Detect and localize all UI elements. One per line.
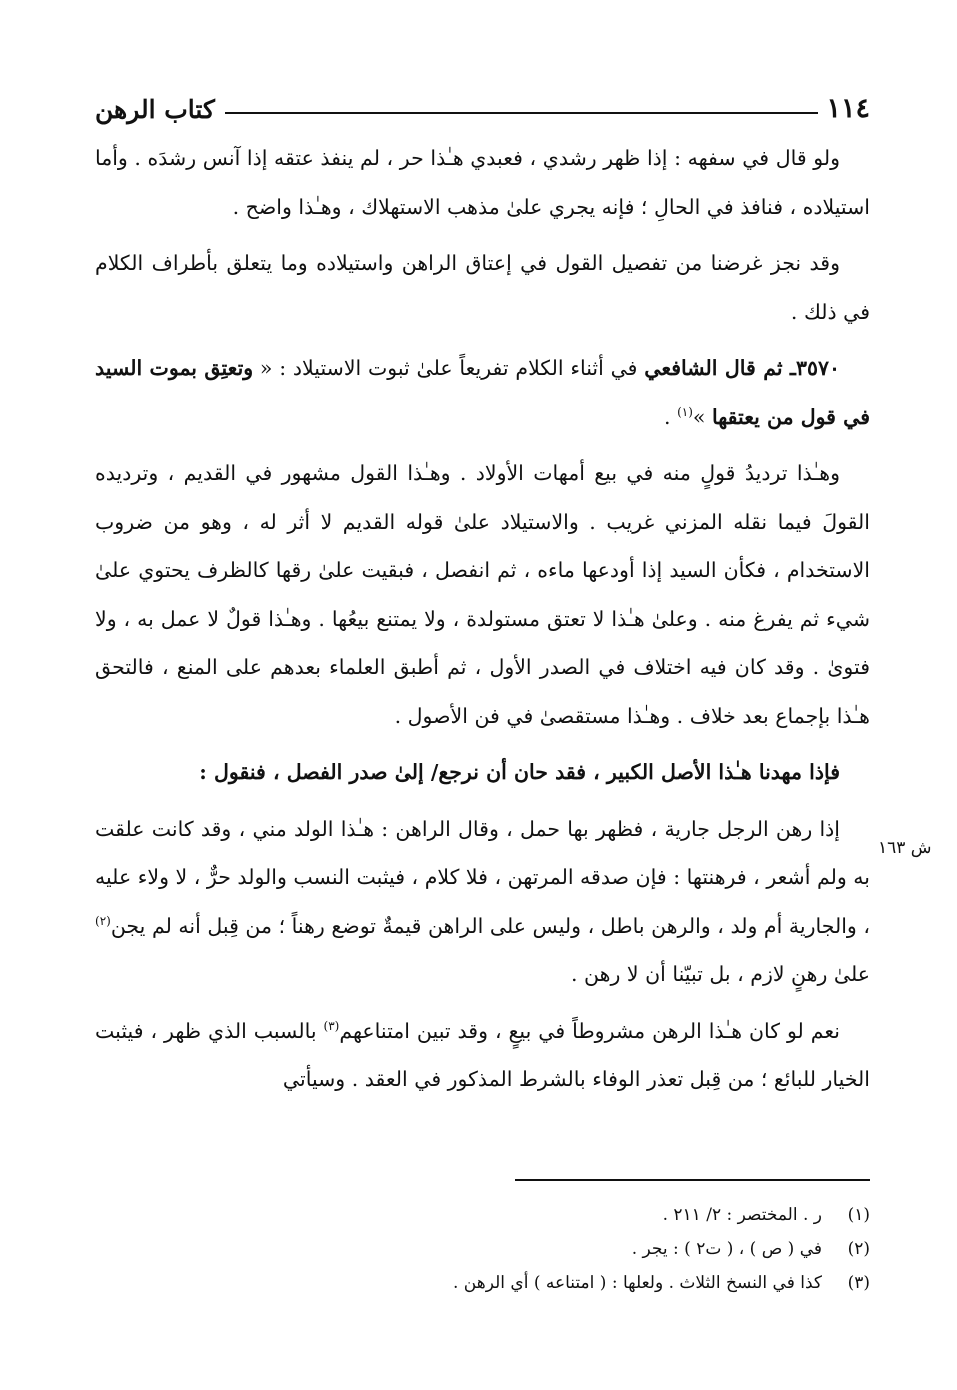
paragraph-1	[95, 134, 870, 231]
paragraph-text: نعم لو كان هـٰذا الرهن مشروطاً في بيعٍ ، وقد تبين امتناعهم	[339, 1018, 840, 1043]
margin-note: ش ١٦٣	[878, 838, 932, 858]
footnote-3	[95, 1266, 870, 1300]
footnote-1	[95, 1198, 870, 1232]
paragraph-issue	[95, 344, 870, 441]
paragraph-text: وقد نجز غرضنا من تفصيل القول في إعتاق الراهن واستيلاده وما يتعلق بأطراف الكلام في ذلك .	[95, 251, 870, 324]
book-title: كتاب الرهن	[95, 95, 215, 124]
footnote-text: كذا في النسخ الثلاث . ولعلها : ( امتناعه ) أي الرهن .	[452, 1273, 822, 1293]
footnote-ref-3[interactable]: (٣)	[323, 1018, 340, 1033]
page-header	[95, 82, 870, 122]
footnote-number: (٢)	[847, 1239, 870, 1259]
footnote-text: في ( ص ) ، ( ت٢ ) : يجر .	[631, 1239, 822, 1259]
footnote-rule	[515, 1179, 870, 1181]
issue-heading: ٣٥٧٠ـ ثم قال الشافعي	[644, 356, 840, 380]
footnote-text: ر . المختصر : ٢/ ٢١١ .	[662, 1205, 822, 1225]
paragraph-2	[95, 239, 870, 336]
header-rule	[225, 112, 819, 114]
paragraph-7	[95, 1007, 870, 1104]
paragraph-text: وهـٰذا ترديدُ قولٍ منه في بيع أمهات الأولاد . وهـٰذا القول مشهور في القديم ، وترديده القولَ فيما نقله المزني غريب . والاستيلاد علىٰ قوله القديم لا أثر له ، وهو من ضروب الاستخدام ، فكأن السيد إذا أودعها ماءه ، ثم انفصل ، فبقيت علىٰ رقها كالظرف يحتوي علىٰ شيء ثم يفرغ منه . وعلىٰ هـٰذا لا تعتق مستولدة ، ولا يمتنع بيعُها . وهـٰذا قولٌ لا عمل به ، ولا فتوىٰ . وقد كان فيه اختلاف في الصدر الأول ، ثم أطبق العلماء بعدهم على المنع ، فالتحق هـٰذا بإجماع بعد خلاف . وهـٰذا مستقصىٰ في فن الأصول .	[95, 461, 870, 728]
page-number: ١١٤	[826, 93, 870, 124]
issue-quote-end: »	[692, 404, 712, 429]
footnote-2	[95, 1232, 870, 1266]
paragraph-5	[95, 748, 870, 797]
issue-quote: وتعتِق بموت السيد في قول من يعتقها	[95, 356, 870, 429]
issue-text: في أثناء الكلام تفريعاً علىٰ ثبوت الاستيلاد : «	[253, 356, 645, 380]
paragraph-text: ولو قال في سفهه : إذا ظهر رشدي ، فعبدي هـٰذا حر ، لم ينفذ عتقه إذا آنس رشدَه . وأما استيلاده ، فنافذ في الحالِ ؛ فإنه يجري علىٰ مذهب الاستهلاك ، وهـٰذا واضح .	[95, 146, 870, 219]
footnote-ref-2[interactable]: (٢)	[95, 913, 111, 928]
footnote-number: (٣)	[847, 1273, 870, 1293]
main-text	[95, 134, 870, 1112]
paragraph-4	[95, 449, 870, 740]
footnote-ref-1[interactable]: (١)	[677, 404, 693, 419]
paragraph-text-after: بالسبب الذي ظهر ، فيثبت الخيار للبائع ؛ من قِبل تعذر الوفاء بالشرط المذكور في العقد . وسيأتي	[95, 1018, 870, 1091]
issue-tail: .	[664, 404, 678, 429]
paragraph-text: إذا رهن الرجل جارية ، فظهر بها حمل ، وقال الراهن : هـٰذا الولد مني ، وقد كانت علقت به ولم أشعر ، فرهنتها : فإن صدقه المرتهن ، فلا كلام ، فيثبت النسب والولد حرٌّ ، لا ولاء عليه ، والجارية أم ولد ، والرهن باطل ، وليس على الراهن قيمةٌ توضع رهناً ؛ من قِبل أنه لم يجن	[95, 816, 870, 938]
footnotes	[95, 1198, 870, 1300]
paragraph-text-after: علىٰ رهنٍ لازم ، بل تبيّنا أن لا رهن .	[571, 962, 870, 986]
paragraph-text: فإذا مهدنا هـٰذا الأصل الكبير ، فقد حان أن نرجع/ إلىٰ صدر الفصل ، فنقول :	[199, 760, 840, 784]
paragraph-6	[95, 805, 870, 999]
footnote-number: (١)	[847, 1205, 870, 1225]
